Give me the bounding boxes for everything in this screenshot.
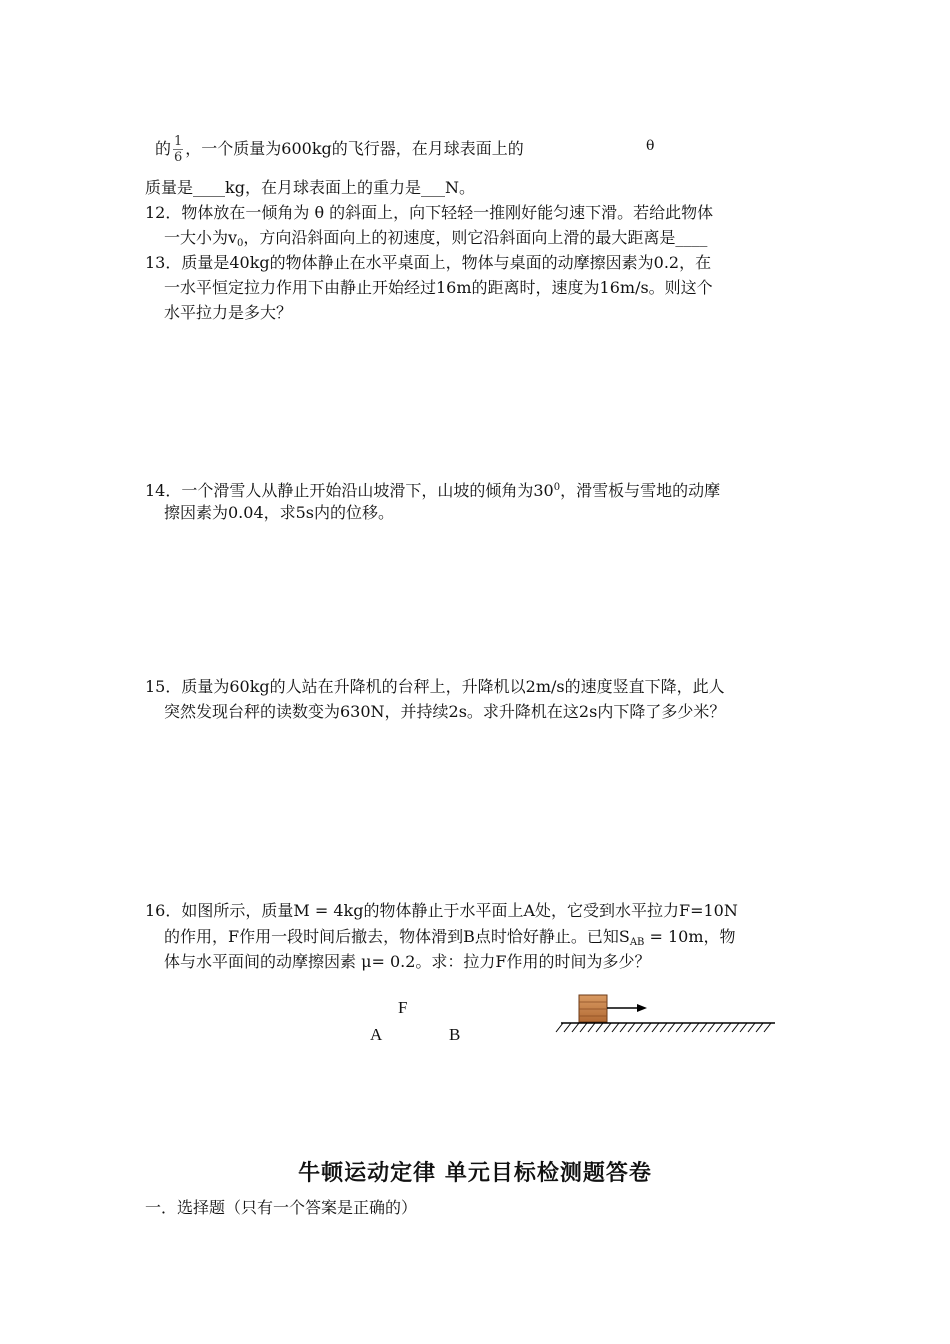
theta-label: θ — [646, 138, 655, 154]
ground-hatching — [556, 1023, 771, 1032]
q11-text-b: ，一个质量为600kg的飞行器，在月球表面上的 — [185, 139, 524, 158]
fraction-numerator: 1 — [174, 134, 183, 149]
hatch-line — [676, 1023, 683, 1032]
hatch-line — [564, 1023, 571, 1032]
q14-superscript: 0 — [553, 482, 561, 493]
hatch-line — [636, 1023, 643, 1032]
q11-line1 — [155, 134, 524, 165]
figure-label-b: B — [449, 1025, 461, 1044]
answer-sheet-title: 牛顿运动定律 单元目标检测题答卷 — [298, 1160, 652, 1186]
hatch-line — [612, 1023, 619, 1032]
fraction-one-sixth — [173, 134, 183, 165]
hatch-line — [724, 1023, 731, 1032]
hatch-line — [668, 1023, 675, 1032]
q12-line1: 12．物体放在一倾角为 θ 的斜面上，向下轻轻一推刚好能匀速下滑。若给此物体 — [145, 203, 714, 222]
q13-line3: 水平拉力是多大？ — [164, 303, 293, 322]
q14-text-a: 14．一个滑雪人从静止开始沿山坡滑下，山坡的倾角为30 — [145, 481, 554, 500]
q12-subscript: 0 — [237, 238, 244, 249]
hatch-line — [716, 1023, 723, 1032]
hatch-line — [756, 1023, 763, 1032]
hatch-line — [596, 1023, 603, 1032]
hatch-line — [556, 1023, 563, 1032]
q16-line3: 体与水平面间的动摩擦因素 μ= 0.2。求：拉力F作用的时间为多少？ — [164, 952, 651, 971]
q12-text-a: 一大小为v — [164, 228, 238, 247]
q16-subscript: AB — [629, 937, 645, 948]
q12-text-b: ，方向沿斜面向上的初速度，则它沿斜面向上滑的最大距离是____ — [243, 228, 708, 247]
q15-line2: 突然发现台秤的读数变为630N，并持续2s。求升降机在这2s内下降了多少米？ — [164, 702, 726, 721]
hatch-line — [620, 1023, 627, 1032]
hatch-line — [652, 1023, 659, 1032]
figure-label-a: A — [370, 1025, 383, 1044]
q16-line1: 16．如图所示，质量M = 4kg的物体静止于水平面上A处，它受到水平拉力F=10N — [145, 901, 738, 920]
q12-line2 — [164, 228, 707, 254]
q14-line2: 擦因素为0.04，求5s内的位移。 — [164, 503, 395, 522]
block — [579, 995, 607, 1022]
hatch-line — [572, 1023, 579, 1032]
q16-text-b: = 10m，物 — [644, 927, 736, 946]
hatch-line — [644, 1023, 651, 1032]
block-on-surface-figure — [555, 990, 785, 1040]
arrow-head-icon — [637, 1004, 647, 1012]
hatch-line — [748, 1023, 755, 1032]
q13-line1: 13．质量是40kg的物体静止在水平桌面上，物体与桌面的动摩擦因素为0.2，在 — [145, 253, 712, 272]
hatch-line — [732, 1023, 739, 1032]
q16-text-a: 的作用，F作用一段时间后撤去，物体滑到B点时恰好静止。已知S — [164, 927, 630, 946]
q14-line1 — [145, 478, 720, 501]
hatch-line — [604, 1023, 611, 1032]
hatch-line — [764, 1023, 771, 1032]
hatch-line — [588, 1023, 595, 1032]
q13-line2: 一水平恒定拉力作用下由静止开始经过16m的距离时，速度为16m/s。则这个 — [164, 278, 713, 297]
hatch-line — [684, 1023, 691, 1032]
hatch-line — [700, 1023, 707, 1032]
q14-text-b: ，滑雪板与雪地的动摩 — [560, 481, 721, 500]
hatch-line — [740, 1023, 747, 1032]
hatch-line — [628, 1023, 635, 1032]
hatch-line — [708, 1023, 715, 1032]
q11-text-a: 的 — [155, 139, 172, 158]
hatch-line — [692, 1023, 699, 1032]
hatch-line — [660, 1023, 667, 1032]
fraction-denominator: 6 — [174, 150, 183, 165]
section-one-heading: 一．选择题（只有一个答案是正确的） — [145, 1198, 418, 1217]
q15-line1: 15．质量为60kg的人站在升降机的台秤上，升降机以2m/s的速度竖直下降，此人 — [145, 677, 725, 696]
q16-line2 — [164, 927, 736, 953]
q11-line2: 质量是____kg，在月球表面上的重力是___N。 — [145, 178, 475, 197]
figure-label-f: F — [398, 998, 408, 1017]
hatch-line — [580, 1023, 587, 1032]
